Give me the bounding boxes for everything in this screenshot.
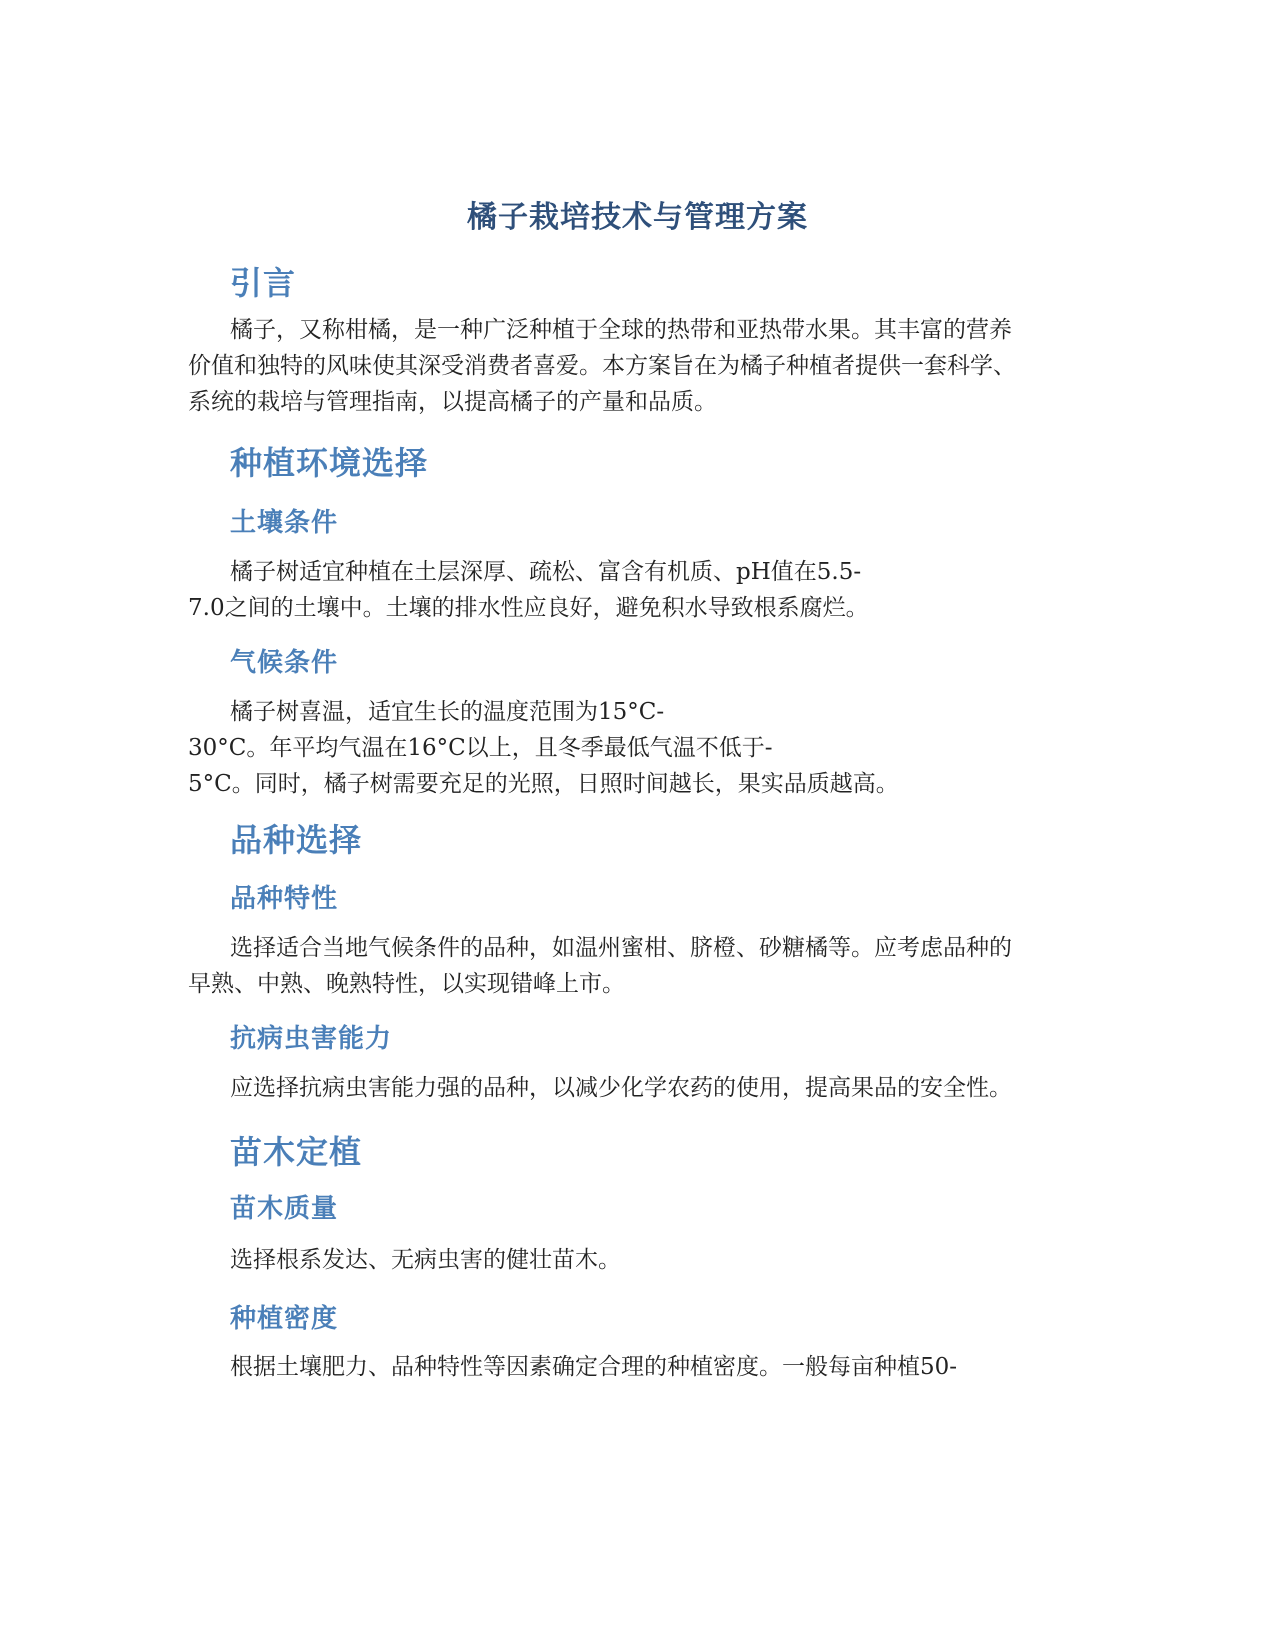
paragraph-line: 选择适合当地气候条件的品种，如温州蜜柑、脐橙、砂糖橘等。应考虑品种的 — [230, 935, 1012, 961]
paragraph-climate — [188, 694, 1088, 802]
paragraph-resistance — [188, 1070, 1088, 1106]
heading-resistance: 抗病虫害能力 — [230, 1024, 393, 1054]
heading-climate: 气候条件 — [230, 648, 339, 678]
paragraph-intro — [188, 312, 1088, 420]
paragraph-traits — [188, 930, 1088, 1002]
paragraph-line: 根据土壤肥力、品种特性等因素确定合理的种植密度。一般每亩种植50- — [230, 1354, 958, 1380]
paragraph-line: 橘子树喜温，适宜生长的温度范围为15°C- — [230, 699, 665, 725]
heading-soil: 土壤条件 — [230, 508, 339, 538]
paragraph-line: 应选择抗病虫害能力强的品种，以减少化学农药的使用，提高果品的安全性。 — [230, 1075, 1012, 1101]
paragraph-density — [188, 1349, 1088, 1385]
paragraph-line: 选择根系发达、无病虫害的健壮苗木。 — [230, 1247, 621, 1273]
paragraph-soil — [188, 554, 1088, 626]
paragraph-line: 橘子，又称柑橘，是一种广泛种植于全球的热带和亚热带水果。其丰富的营养 — [230, 317, 1012, 343]
heading-environment: 种植环境选择 — [230, 444, 429, 482]
paragraph-line: 5°C。同时，橘子树需要充足的光照，日照时间越长，果实品质越高。 — [188, 771, 899, 797]
heading-traits: 品种特性 — [230, 884, 339, 914]
heading-planting: 苗木定植 — [230, 1133, 363, 1171]
paragraph-line: 系统的栽培与管理指南，以提高橘子的产量和品质。 — [188, 389, 717, 415]
document-title: 橘子栽培技术与管理方案 — [467, 200, 808, 235]
heading-intro: 引言 — [230, 264, 297, 302]
paragraph-seedling-quality — [188, 1242, 1088, 1278]
paragraph-line: 7.0之间的土壤中。土壤的排水性应良好，避免积水导致根系腐烂。 — [188, 595, 869, 621]
paragraph-line: 30°C。年平均气温在16°C以上，且冬季最低气温不低于- — [188, 735, 773, 761]
paragraph-line: 早熟、中熟、晚熟特性，以实现错峰上市。 — [188, 971, 625, 997]
heading-seedling-quality: 苗木质量 — [230, 1194, 339, 1224]
heading-density: 种植密度 — [230, 1304, 339, 1334]
heading-variety: 品种选择 — [230, 821, 363, 859]
paragraph-line: 橘子树适宜种植在土层深厚、疏松、富含有机质、pH值在5.5- — [230, 559, 862, 585]
paragraph-line: 价值和独特的风味使其深受消费者喜爱。本方案旨在为橘子种植者提供一套科学、 — [188, 353, 1016, 379]
